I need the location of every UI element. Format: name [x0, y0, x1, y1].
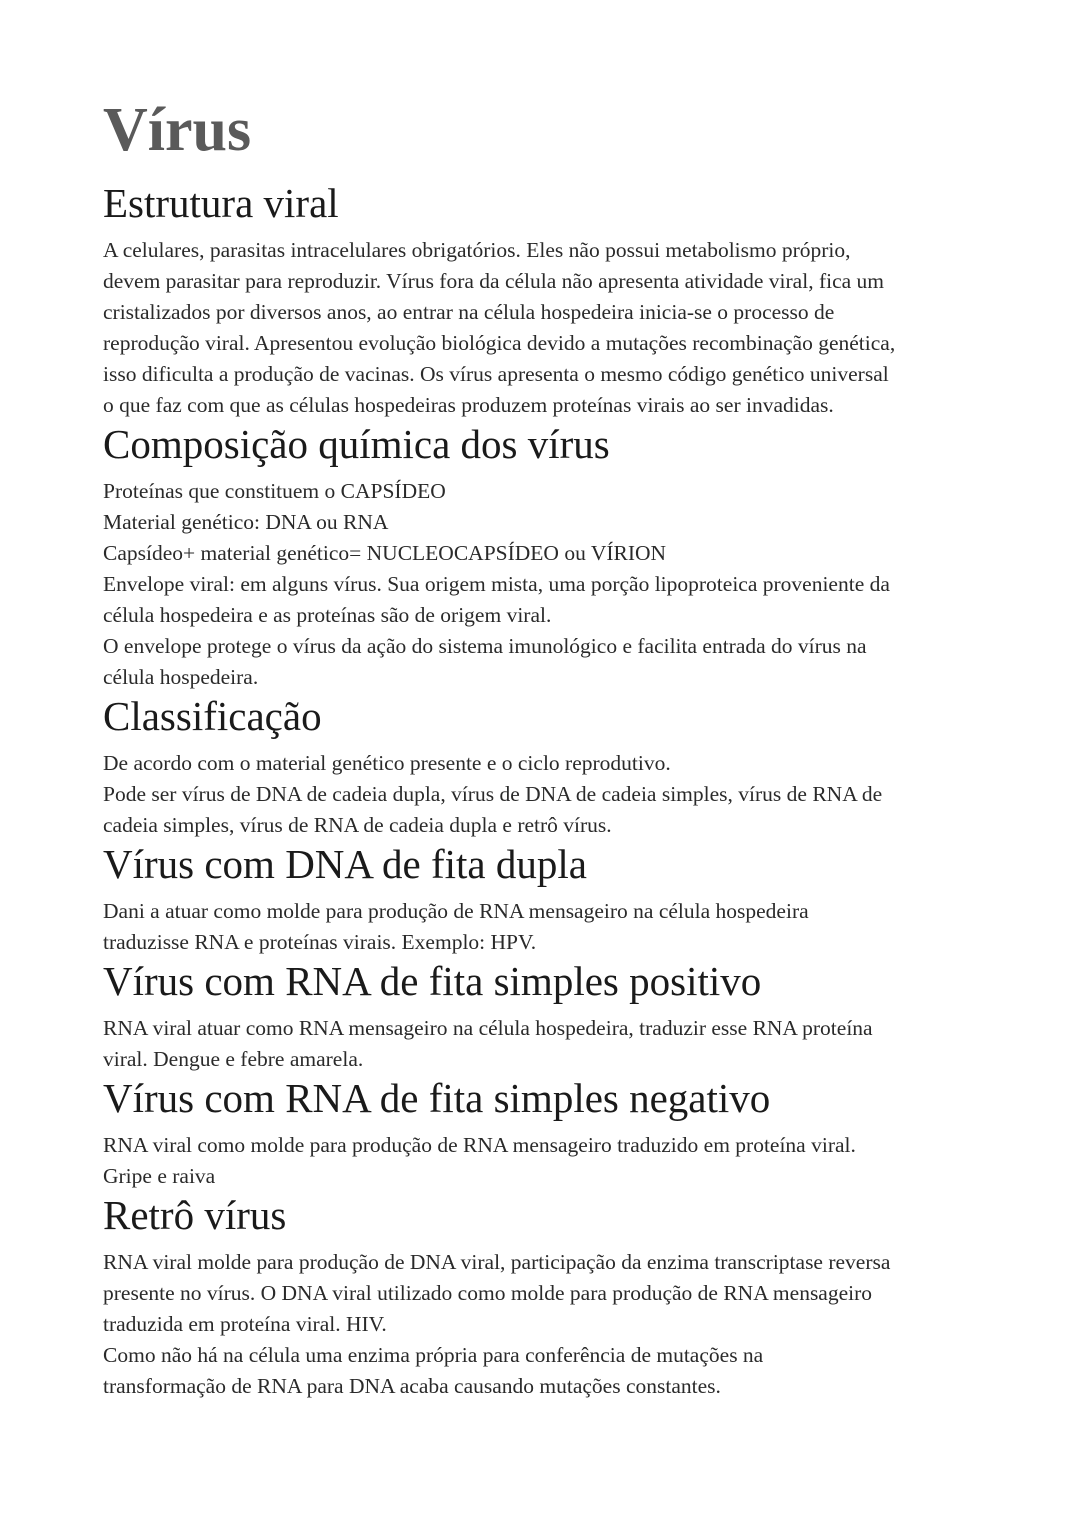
section-heading: Estrutura viral — [103, 180, 339, 226]
body-line: Como não há na célula uma enzima própria para conferência de mutações na — [103, 1343, 764, 1367]
body-line: o que faz com que as células hospedeiras produzem proteínas virais ao ser invadidas. — [103, 393, 834, 417]
section — [103, 959, 1003, 1075]
body-line: cadeia simples, vírus de RNA de cadeia dupla e retrô vírus. — [103, 813, 612, 837]
section-body — [103, 1247, 1003, 1402]
body-line: presente no vírus. O DNA viral utilizado como molde para produção de RNA mensageiro — [103, 1281, 873, 1305]
body-line: transformação de RNA para DNA acaba causando mutações constantes. — [103, 1374, 721, 1398]
document-title: Vírus — [103, 96, 252, 164]
body-line: A celulares, parasitas intracelulares obrigatórios. Eles não possui metabolismo próprio, — [103, 238, 851, 262]
section-heading: Vírus com DNA de fita dupla — [103, 841, 587, 887]
body-line: RNA viral atuar como RNA mensageiro na célula hospedeira, traduzir esse RNA proteína — [103, 1016, 873, 1040]
section-body — [103, 476, 1003, 693]
section — [103, 181, 1003, 421]
body-line: Envelope viral: em alguns vírus. Sua origem mista, uma porção lipoproteica proveniente da — [103, 572, 890, 596]
body-line: Proteínas que constituem o CAPSÍDEO — [103, 479, 446, 503]
section — [103, 1193, 1003, 1402]
section — [103, 694, 1003, 841]
body-line: RNA viral molde para produção de DNA viral, participação da enzima transcriptase reversa — [103, 1250, 891, 1274]
body-line: isso dificulta a produção de vacinas. Os vírus apresenta o mesmo código genético universal — [103, 362, 889, 386]
body-line: O envelope protege o vírus da ação do sistema imunológico e facilita entrada do vírus na — [103, 634, 867, 658]
document-page — [103, 95, 1003, 1403]
section — [103, 422, 1003, 693]
section-heading: Vírus com RNA de fita simples negativo — [103, 1075, 771, 1121]
body-line: célula hospedeira e as proteínas são de origem viral. — [103, 603, 552, 627]
section-heading: Vírus com RNA de fita simples positivo — [103, 958, 762, 1004]
section-body — [103, 1130, 1003, 1192]
body-line: reprodução viral. Apresentou evolução biológica devido a mutações recombinação genética, — [103, 331, 896, 355]
body-line: traduzisse RNA e proteínas virais. Exemplo: HPV. — [103, 930, 537, 954]
body-line: Dani a atuar como molde para produção de RNA mensageiro na célula hospedeira — [103, 899, 809, 923]
body-line: De acordo com o material genético presente e o ciclo reprodutivo. — [103, 751, 671, 775]
section — [103, 842, 1003, 958]
section — [103, 1076, 1003, 1192]
section-heading: Composição química dos vírus — [103, 421, 610, 467]
section-body — [103, 748, 1003, 841]
section-body — [103, 235, 1003, 421]
body-line: viral. Dengue e febre amarela. — [103, 1047, 364, 1071]
body-line: célula hospedeira. — [103, 665, 259, 689]
body-line: RNA viral como molde para produção de RNA mensageiro traduzido em proteína viral. — [103, 1133, 856, 1157]
section-heading: Classificação — [103, 693, 322, 739]
body-line: traduzida em proteína viral. HIV. — [103, 1312, 387, 1336]
body-line: Capsídeo+ material genético= NUCLEOCAPSÍDEO ou VÍRION — [103, 541, 667, 565]
section-body — [103, 1013, 1003, 1075]
body-line: devem parasitar para reproduzir. Vírus fora da célula não apresenta atividade viral, fica um — [103, 269, 885, 293]
body-line: cristalizados por diversos anos, ao entrar na célula hospedeira inicia-se o processo de — [103, 300, 835, 324]
body-line: Gripe e raiva — [103, 1164, 216, 1188]
section-body — [103, 896, 1003, 958]
body-line: Pode ser vírus de DNA de cadeia dupla, vírus de DNA de cadeia simples, vírus de RNA de — [103, 782, 883, 806]
body-line: Material genético: DNA ou RNA — [103, 510, 389, 534]
section-heading: Retrô vírus — [103, 1192, 287, 1238]
sections — [103, 181, 1003, 1402]
